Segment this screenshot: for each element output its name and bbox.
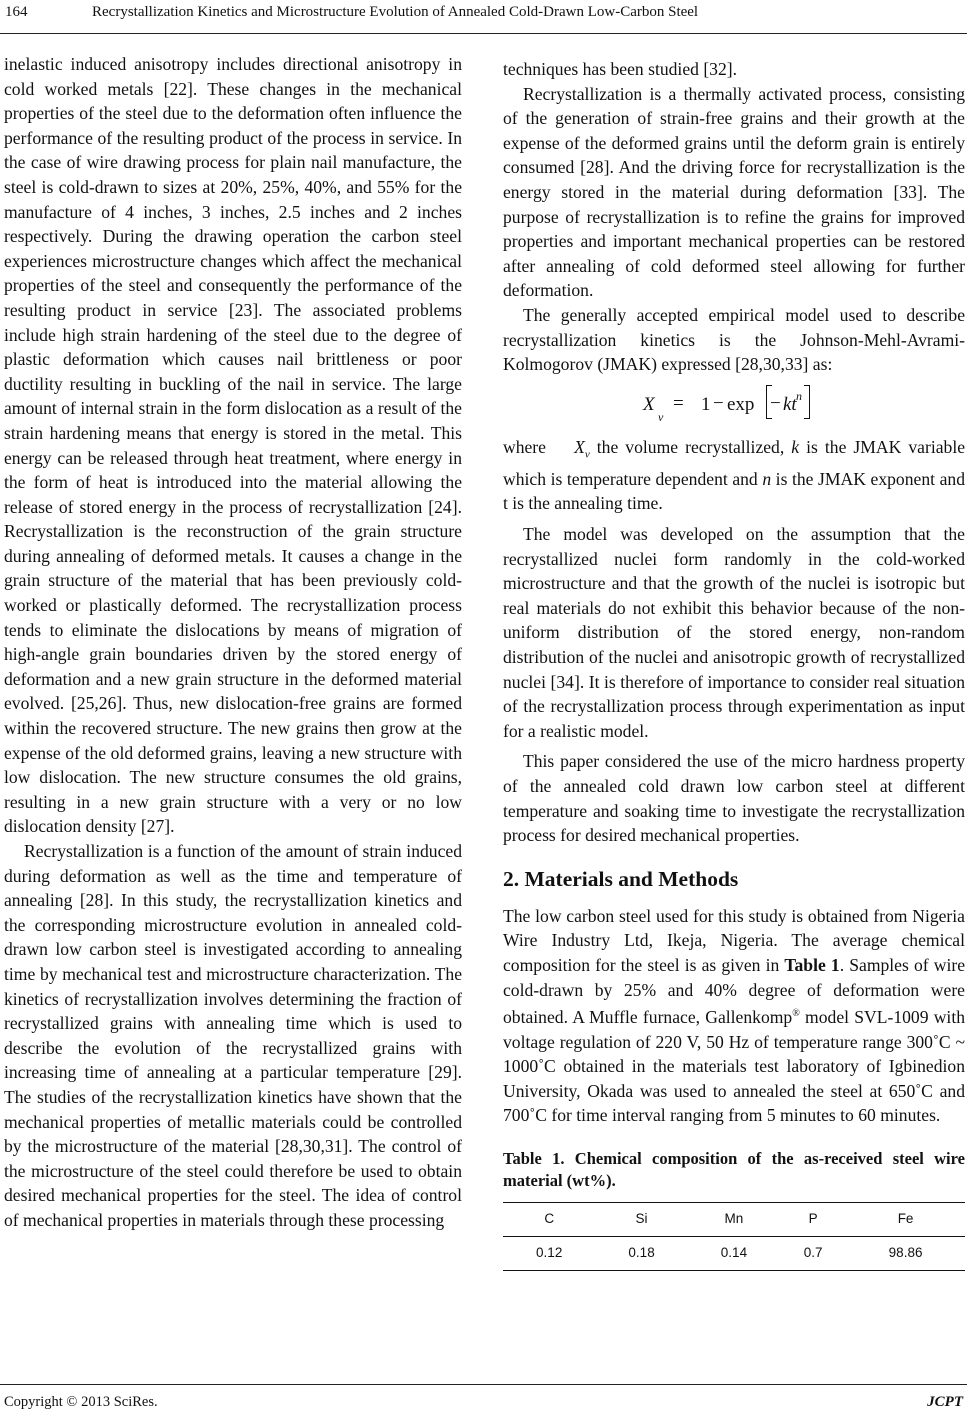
composition-table [503,1202,965,1271]
table-caption: Table 1. Chemical composition of the as-received steel wire material (wt%). [503,1148,965,1190]
methods-text-c: model SVL-1009 with voltage regulation of 220 V, 50 Hz of temperature range 300˚C ~ 1000˚C obtained in the materials test laboratory of Igbinedion University, Okada was used to annealed the steel at 650˚C and 700˚C for time interval ranging from 5 minutes to 60 minutes. [503,1006,966,1126]
table-cell: 0.12 [536,1245,563,1261]
xv-symbol [574,436,590,461]
right-column [503,57,965,1271]
where-n: n [762,468,772,489]
right-paragraph-5: This paper considered the use of the micro hardness property of the annealed cold drawn low carbon steel at different temperature and soaking time to investigate the recrystallization process for desired mechanical properties. [503,751,965,846]
where-text-a: the volume recrystallized, [589,436,792,457]
table-1-reference[interactable]: Table 1 [784,954,840,975]
table-cell: 0.18 [628,1245,655,1261]
journal-abbreviation: JCPT [927,1394,963,1410]
table-cell: 0.7 [803,1245,823,1261]
xv-symbol-letter: X [574,436,585,457]
methods-text-a: The low carbon steel used for this study is obtained from Nigeria Wire Industry Ltd, Ikeja, Nigeria. The average chemical composition for the steel is as given in [503,905,965,975]
xv-symbol-sub: v [584,448,590,461]
running-title: Recrystallization Kinetics and Microstructure Evolution of Annealed Cold-Drawn Low-Carbon Steel [92,4,699,20]
variable-definitions [503,435,965,516]
right-paragraph-1: techniques has been studied [32]. [503,59,738,79]
equation-minus: − [713,392,724,414]
methods-paragraph [503,904,965,1128]
table-cell: 0.14 [720,1245,748,1261]
methods-text-b: . Samples of wire cold-drawn by 25% and 40% degree of deformation were obtained. A Muffle furnace, Gallenkomp [503,954,966,1027]
equation-negative: − [770,392,781,414]
table-header-cell: C [544,1211,555,1227]
left-paragraph-2: Recrystallization is a function of the amount of strain induced during deformation as well as the time and temperature of annealing [28]. In this study, the recrystallization kinetics and the corresponding microstructure evolution in annealed cold-drawn low carbon steel is investigated according to annealing time by mechanical test and microstructure characterization. The kinetics of recrystallization involves determining the fraction of recrystallized grains with annealing time which is used to describe the evolution of the recrystallized grains with increasing time of annealing at a particular temperature [29]. The studies of the recrystallization kinetics have shown that the mechanical properties of metallic materials could be controlled by the microstructure of the material [28,30,31]. The control of the microstructure of the steel could therefore be used to obtain desired mechanical properties for the steel. The idea of control of mechanical properties in materials through these processing [4,841,462,1230]
equation-exponent: n [796,388,802,403]
equation-equals: = [673,392,684,414]
table-header-cell: Si [635,1211,648,1227]
equation-one: 1 [701,393,711,415]
table-header-cell: P [808,1211,818,1227]
registered-mark: ® [792,1008,800,1020]
table-header-cell: Mn [724,1211,744,1227]
left-column [4,52,462,1233]
copyright-notice: Copyright © 2013 SciRes. [4,1394,158,1410]
page-footer [0,1384,967,1414]
table-header-cell: Fe [897,1211,914,1227]
where-text-c: is the JMAK exponent and t is the annealing time. [503,468,965,514]
where-k: k [791,436,800,457]
where-text-b: is the JMAK variable which is temperature dependent and [503,436,966,489]
right-paragraph-4: The model was developed on the assumption that the recrystallized nuclei form randomly in the cold-worked microstructure and that the growth of the nuclei is isotropic but real materials do not exhibit this behavior because of the non-uniform distribution of the stored energy, non-random distribution of the nuclei and anisotropic growth of recrystallized nuclei [34]. It is therefore of importance to consider real situation of the recrystallization process through experimentation as input for a realistic model. [503,524,965,741]
left-paragraph-1: inelastic induced anisotropy includes directional anisotropy in cold worked metals [22]. These changes in the mechanical properties of the steel due to the deformation often influence the performance of the resulting product of the process in service. In the case of wire drawing process for plain nail manufacture, the steel is cold-drawn to sizes at 20%, 25%, 40%, and 55% for the manufacture of 4 inches, 3 inches, 2.5 inches and 2 inches respectively. During the drawing operation the carbon steel experiences microstructure changes which affect the mechanical properties of the steel and consequently the performance of the resulting product in service [23]. The associated problems include high strain hardening of the steel due to the degree of plastic deformation which causes nail brittleness or poor ductility resulting in buckling of the nail in service. The large amount of internal strain in the form dislocation as a result of the strain hardening means that energy is stored in the metal. This energy can be released through heat treatment, where energy in the form of heat is introduced into the material allowing the release of stored energy in the process of recrystallization [24]. Recrystallization is the reconstruction of the grain structure during annealing of deformed metals. It causes a change in the grain structure of the material that has been previously cold-worked or plastically deformed. The recrystallization process tends to eliminate the dislocations by means of migration of high-angle grain boundaries driven by the stored energy of deformation and a new grain structure in the deformed material evolved. [25,26]. Thus, new dislocation-free grains are formed within the recovered structure. The new grains then grow at the expense of the old deformed grains, leaving a new structure with low dislocation. The new structure consumes the old grains, resulting in a new grain structure with a very or no low dislocation density [27]. [4,54,462,837]
section-heading: 2. Materials and Methods [503,866,739,891]
table-header-row [503,1202,965,1236]
table-cell: 98.86 [888,1245,923,1261]
right-paragraph-3: The generally accepted empirical model used to describe recrystallization kinetics is the Johnson-Mehl-Avrami-Kolmogorov (JMAK) expressed [28,30,33] as: [503,304,965,375]
jmak-equation [503,383,965,427]
equation-exp: exp [727,393,755,415]
equation-lhs-subscript: v [658,409,664,424]
page-number: 164 [5,4,28,20]
where-label: where [503,436,546,457]
right-paragraph-2: Recrystallization is a thermally activated process, consisting of the generation of strain-free grains and their growth at the expense of the deformed grains until the deform grain is entirely consumed [28]. And the driving force for recrystallization is the energy stored in the material during deformation [33]. The purpose of recrystallization is to refine the grains for improved properties and important mechanical properties can be restored after annealing of cold deformed steel allowing for further deformation. [503,83,965,301]
equation-lhs: X [643,393,655,415]
page-header [0,0,967,34]
equation-kt: kt [783,393,797,415]
table-row [503,1236,965,1270]
